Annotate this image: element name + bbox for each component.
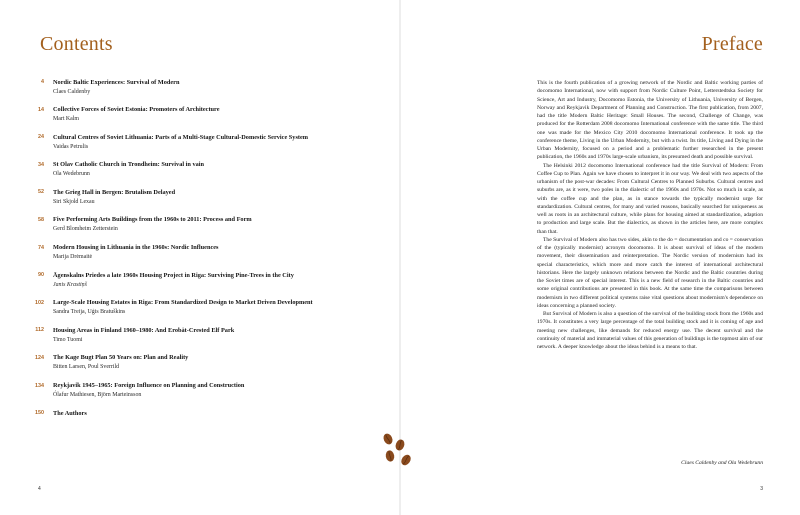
toc-author: Janis Krastiņš (53, 281, 87, 288)
right-page-number: 3 (760, 486, 763, 492)
toc-title: Nordic Baltic Experiences: Survival of Modern (53, 78, 180, 86)
toc-page-number: 4 (41, 79, 44, 85)
toc-entry (28, 162, 378, 183)
toc-author: Siri Skjold Lexau (53, 198, 95, 205)
toc-entry (28, 272, 378, 293)
preface-paragraph: This is the fourth publication of a growing network of the Nordic and Baltic working parties of docomomo International, now with support from Nordic Culture Point, Letterstedtska Society for Science, Art and Industry, Docomomo Estonia, the University of Lithuania, University of Bergen, Norway and Reykjavik Department of Planning and Construction. The first publication, from 2007, had the title Modern Baltic Heritage: Small Houses. The second, Challenge of Change, was produced for the Rotterdam 2008 docomomo International conference with the same title. The third one was made for the Mexico City 2010 docomomo International conference. It took up the conference theme, Living in the Urban Modernity, but with a twist. Its title, Living and Dying in the Urban Modernity, focused on a period and a problematic further researched in the present publication, the 1960s and 1970s large-scale urbanism, its presumed death and possible survival. (537, 80, 763, 161)
contents-heading: Contents (40, 33, 113, 55)
preface-paragraph: But Survival of Modern is also a question of the survival of the building stock from the 1960s and 1970s. It constitutes a very large percentage of the total building stock and it is coming of age and meeting new challenges, like demands for reduced energy use. The decent survival and the continuity of material and immaterial values of this generation of buildings is the topmost aim of our network. A deeper knowledge about the ideas behind is a means to that. (537, 311, 763, 350)
toc-entry (28, 134, 378, 155)
toc-entry (28, 217, 378, 238)
toc-page-number: 134 (35, 382, 44, 389)
toc-title: Reykjavik 1945–1965: Foreign Influence on Planning and Construction (53, 382, 245, 390)
toc-author: Ola Wedebrunn (53, 171, 90, 178)
toc-entry (28, 410, 378, 431)
toc-page-number: 74 (38, 244, 44, 251)
toc-page-number: 90 (38, 272, 44, 279)
preface-paragraph: The Helsinki 2012 docomomo International conference had the title Survival of Modern: From Coffee Cup to Plan. Again we have chosen to interpret it in our way. We deal with two aspects of the urbanism of the post-war decades: From Cultural Centres to Planned Suburbs. Cultural centres and suburbs are, as it were, two poles in the dialectic of the 1960s and 1970s. Not so much in scale, as with the coffee cup and the plan, as in stance towards the typically modernist urge for standardization. Cultural centres, for many and varied reasons, basically searched for uniqueness as well as roots in an architectural culture, while plans for housing aimed at standardization, adaption to production and large scale. But the dialectics, as shown in the articles here, are more complex than that. (537, 162, 763, 235)
toc-page-number: 112 (35, 327, 44, 334)
toc-page-number: 14 (38, 106, 44, 113)
toc-page-number: 124 (35, 354, 44, 361)
coffee-bean-icon (385, 450, 395, 462)
toc-author: Bitten Larsen, Poul Sverrild (53, 364, 120, 371)
preface-page (400, 0, 800, 515)
toc-entry (28, 327, 378, 348)
toc-title: Āgenskalns Priedes a late 1960s Housing Project in Riga: Surviving Pine-Trees in the City (53, 271, 294, 279)
preface-body (537, 79, 763, 351)
toc-title: Cultural Centres of Soviet Lithuania: Parts of a Multi-Stage Cultural-Domestic Service System (53, 133, 309, 141)
toc-title: The Kage Bugt Plan 50 Years on: Plan and Reality (53, 354, 189, 362)
toc-page-number: 24 (38, 134, 44, 141)
table-of-contents (28, 79, 378, 438)
left-page-number: 4 (38, 486, 41, 492)
toc-title: Five Performing Arts Buildings from the 1960s to 2011: Process and Form (53, 216, 252, 224)
toc-title: Modern Housing in Lithuania in the 1960s: Nordic Influences (53, 244, 219, 252)
toc-title: Housing Areas in Finland 1960–1980: And Erobåt-Crested Elf Park (53, 326, 235, 334)
toc-author: Ólafur Mathiesen, Björn Marteinsson (53, 392, 142, 399)
toc-author: Vaidas Petrulis (53, 143, 89, 150)
toc-entry (28, 189, 378, 210)
preface-signature: Claes Caldenby and Ola Wedebrunn (681, 460, 763, 466)
toc-page-number: 58 (38, 216, 44, 223)
toc-entry (28, 300, 378, 321)
toc-entry (28, 107, 378, 128)
toc-entry (28, 383, 378, 404)
toc-title: Collective Forces of Soviet Estonia: Promoters of Architecture (53, 106, 220, 114)
toc-author: Claes Caldenby (53, 88, 91, 95)
toc-title: Large-Scale Housing Estates in Riga: From Standardized Design to Market Driven Development (53, 299, 313, 307)
toc-page-number: 34 (38, 161, 44, 168)
toc-entry (28, 79, 378, 100)
toc-author: Mart Kalm (53, 116, 80, 123)
toc-author: Timo Tuomi (53, 336, 83, 343)
coffee-bean-icon (382, 432, 394, 446)
toc-title: St Olav Catholic Church in Trondheim: Survival in vain (53, 161, 205, 169)
toc-author: Sandra Treija, Uģis Bratuškins (53, 309, 126, 316)
toc-title: The Authors (53, 409, 87, 417)
toc-page-number: 150 (35, 410, 44, 417)
toc-entry (28, 245, 378, 266)
preface-paragraph: The Survival of Modern also has two sides, akin to the do = documentation and co = conservation of the (typically modernist) acronym docomomo. It is about survival of ideas of the modern movement, their dissemination and reinterpretation. The Nordic version of modernism had its special characteristics, which more and more catch the interest of international architectural historians. Here the largely unknown relations between the Nordic and the Baltic countries during the Soviet times are of special interest. This is a new field of research in the Baltic countries and some original contributions are presented in this book. At the same time the comparisons between modernism in two different political systems raise vital questions about modernism's dependence on ideas concerning a planned society. (537, 236, 763, 309)
toc-page-number: 102 (35, 299, 44, 306)
toc-page-number: 52 (38, 189, 44, 196)
toc-author: Marija Drėmaitė (53, 254, 93, 261)
toc-author: Gerd Blomheim Zetterstein (53, 226, 118, 233)
toc-title: The Grieg Hall in Bergen: Brutalism Delayed (53, 188, 176, 196)
toc-entry (28, 355, 378, 376)
preface-heading: Preface (701, 33, 763, 55)
